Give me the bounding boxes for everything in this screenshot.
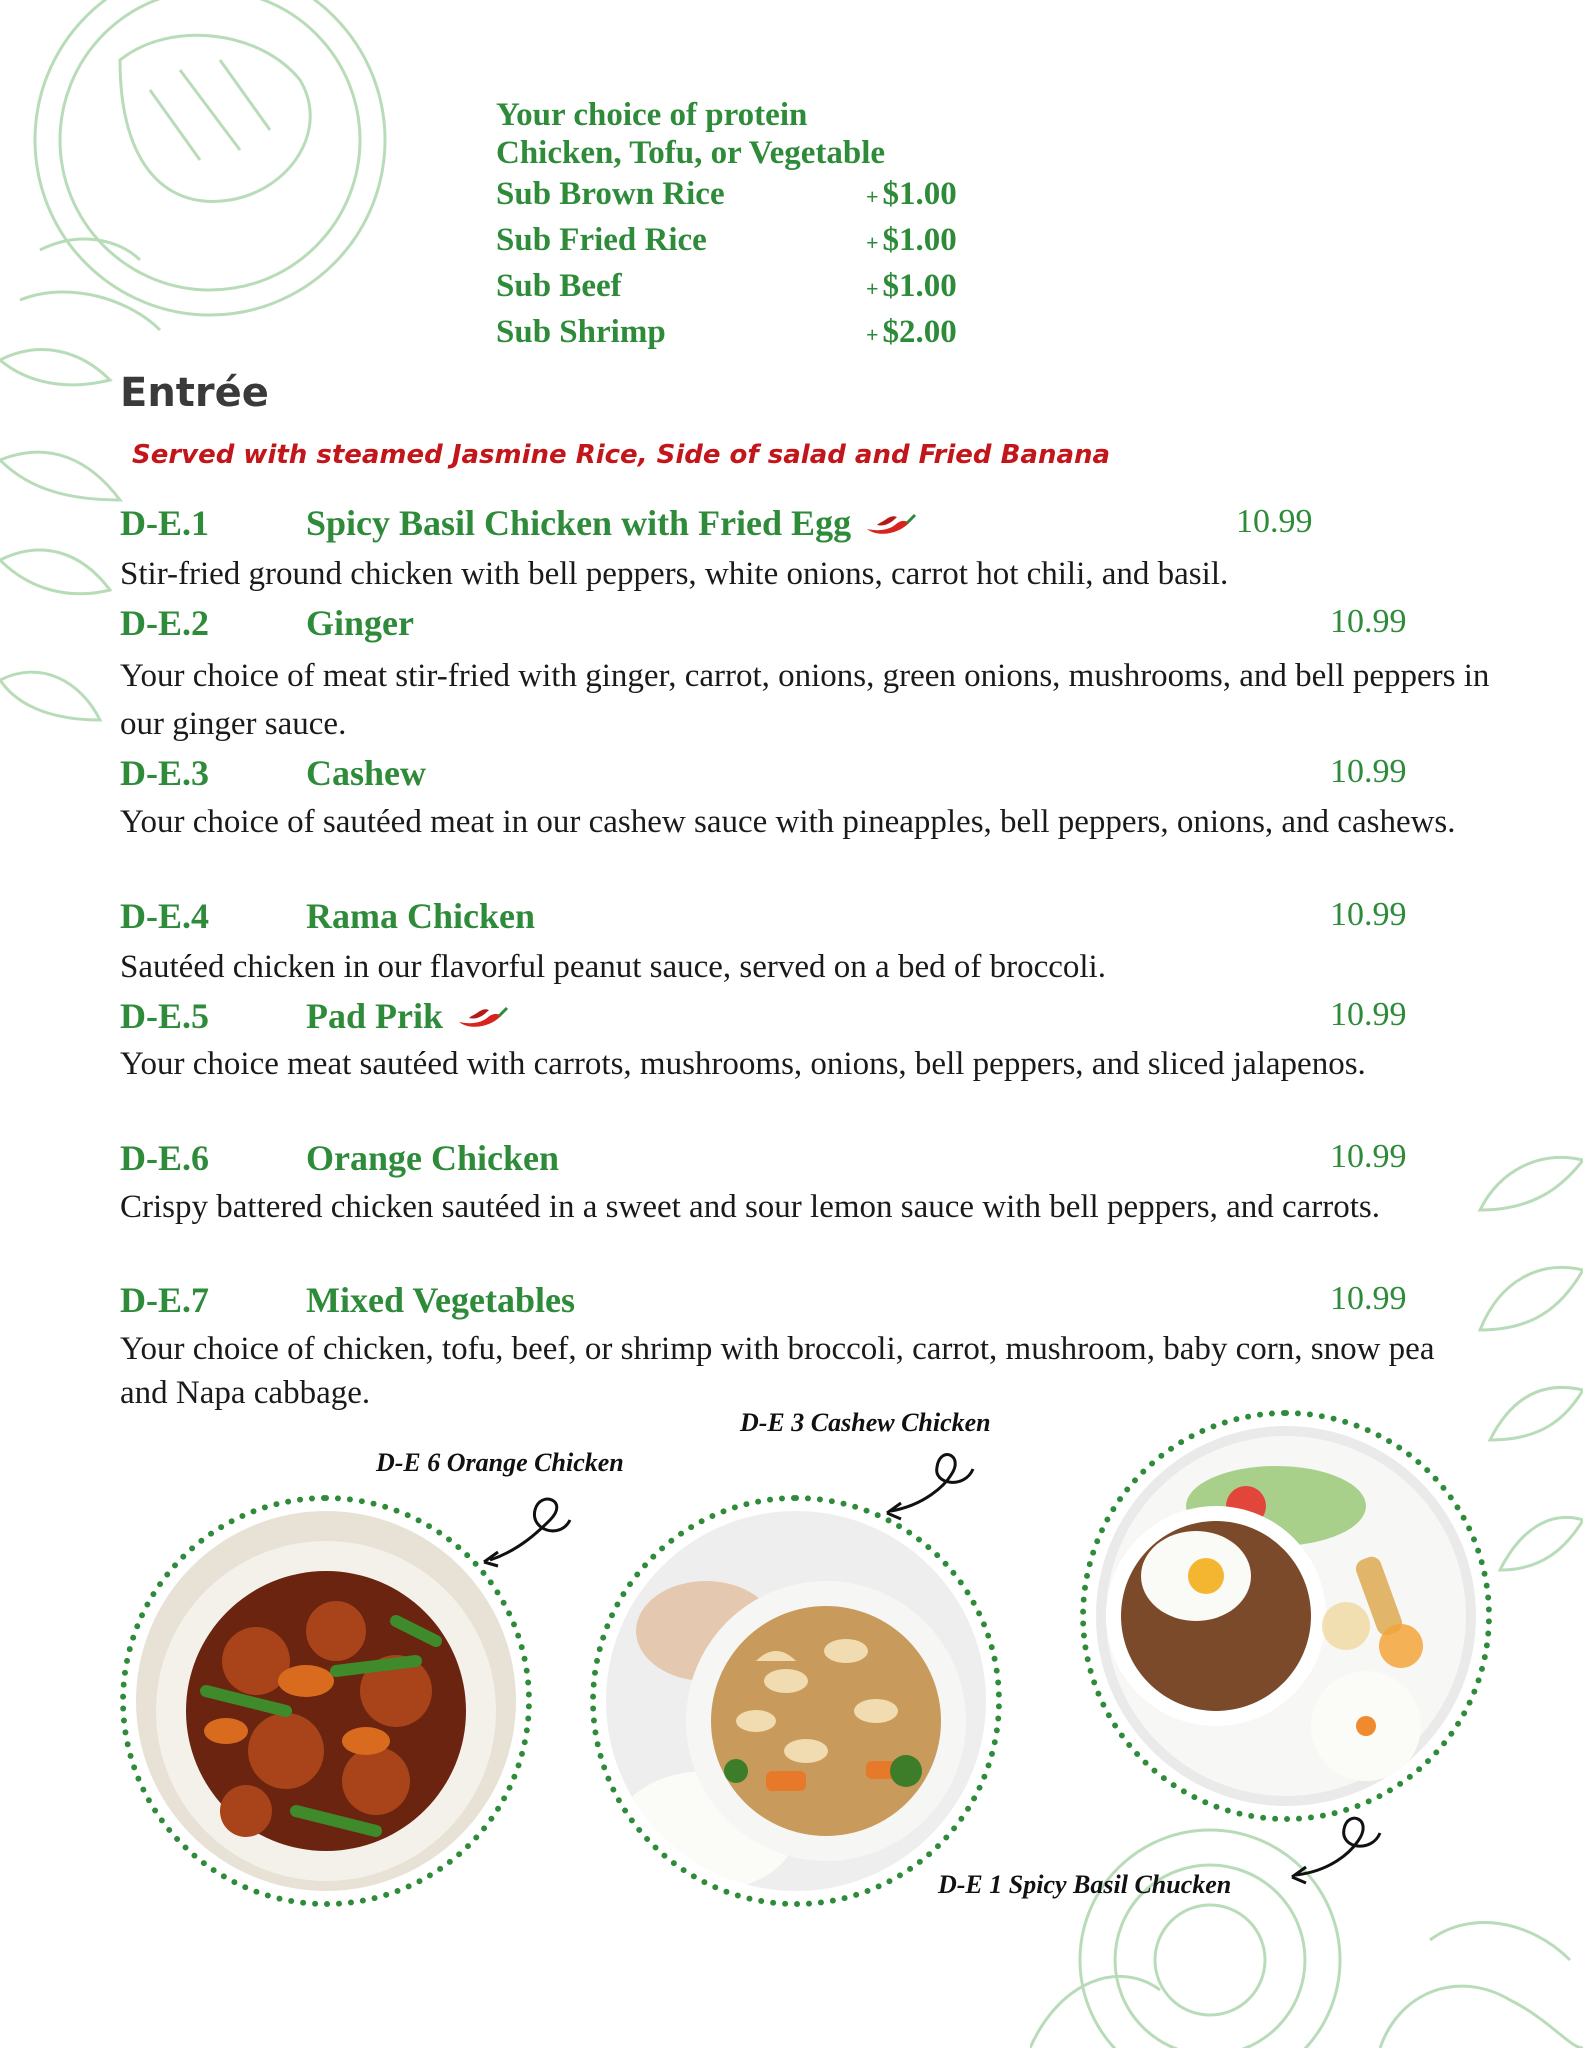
item-name: Rama Chicken [306,896,536,936]
decor-top-left [0,0,430,340]
item-price: 10.99 [1330,603,1407,640]
menu-item-title [120,1137,560,1179]
item-name: Pad Prik [306,995,509,1041]
item-code: D-E.5 [120,996,209,1036]
item-description: Sautéed chicken in our flavorful peanut sauce, served on a bed of broccoli. [120,949,1106,985]
menu-item-title [120,502,852,544]
item-price: 10.99 [1330,996,1407,1033]
item-name: Spicy Basil Chicken with Fried Egg [306,502,917,548]
sub-option-row [496,222,957,259]
item-name: Ginger [306,603,414,643]
menu-item-title [120,602,414,644]
item-name: Cashew [306,753,427,793]
sub-option-label: Sub Shrimp [496,314,666,350]
sub-option-row [496,268,957,305]
protein-choice-line: Your choice of protein [496,97,808,133]
orange-chicken-photo [120,1495,532,1907]
sub-option-price: + $1.00 [866,176,957,212]
item-name: Mixed Vegetables [306,1280,575,1320]
item-description: Crispy battered chicken sautéed in a sweet and sour lemon sauce with bell peppers, and carrots. [120,1189,1380,1225]
item-price: 10.99 [1236,503,1313,540]
sub-option-price: + $1.00 [866,222,957,258]
curly-arrow-icon [885,1445,985,1525]
menu-item-title [120,995,444,1037]
item-code: D-E.7 [120,1280,209,1320]
sub-option-price: + $2.00 [866,314,957,350]
sub-option-label: Sub Beef [496,268,622,304]
curly-arrow-icon [480,1490,580,1570]
item-code: D-E.6 [120,1138,209,1178]
decor-left-leaves [0,300,130,760]
chili-pepper-icon [455,999,509,1041]
item-description: Your choice of chicken, tofu, beef, or shrimp with broccoli, carrot, mushroom, baby corn, snow pea and Napa cabbage. [120,1331,1435,1411]
photo-caption-basil: D-E 1 Spicy Basil Chucken [938,1870,1232,1899]
item-description: Your choice meat sautéed with carrots, mushrooms, onions, bell peppers, and sliced jalapenos. [120,1046,1366,1082]
item-description: Stir-fried ground chicken with bell peppers, white onions, carrot hot chili, and basil. [120,556,1229,592]
section-title: Entrée [120,370,269,416]
sub-option-label: Sub Brown Rice [496,176,725,212]
item-name: Orange Chicken [306,1138,560,1178]
sub-option-label: Sub Fried Rice [496,222,707,258]
menu-item-title [120,895,536,937]
item-price: 10.99 [1330,1138,1407,1175]
menu-item-title [120,752,427,794]
item-code: D-E.3 [120,753,209,793]
spicy-basil-chicken-photo [1080,1410,1492,1822]
protein-options [496,96,885,172]
menu-item-title [120,1279,575,1321]
item-price: 10.99 [1330,896,1407,933]
chili-pepper-icon [863,506,917,548]
item-price: 10.99 [1330,1280,1407,1317]
section-subtitle: Served with steamed Jasmine Rice, Side of salad and Fried Banana [132,440,1111,470]
item-price: 10.99 [1330,753,1407,790]
item-code: D-E.1 [120,503,209,543]
protein-list-line: Chicken, Tofu, or Vegetable [496,135,886,171]
item-code: D-E.2 [120,603,209,643]
photo-caption-orange: D-E 6 Orange Chicken [376,1448,624,1477]
photo-caption-cashew: D-E 3 Cashew Chicken [740,1408,991,1437]
item-code: D-E.4 [120,896,209,936]
sub-option-price: + $1.00 [866,268,957,304]
item-description: Your choice of meat stir-fried with ginger, carrot, onions, green onions, mushrooms, and bell peppers in our ginger sauce. [120,658,1490,742]
cashew-chicken-photo [590,1495,1002,1907]
item-description: Your choice of sautéed meat in our cashew sauce with pineapples, bell peppers, onions, and cashews. [120,804,1456,840]
sub-option-row [496,176,957,213]
sub-option-row [496,314,957,351]
